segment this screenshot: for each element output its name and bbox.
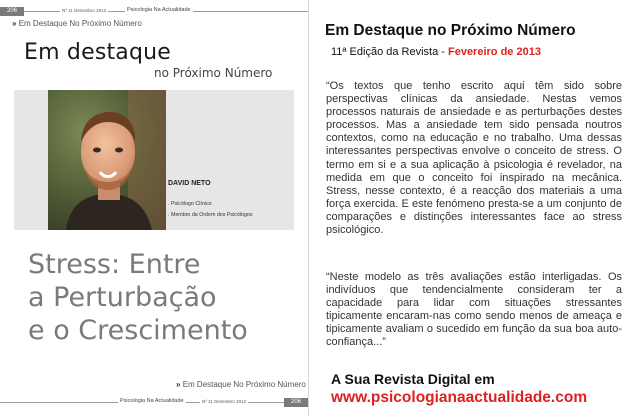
- website-link[interactable]: www.psicologianaactualidade.com: [331, 389, 588, 406]
- magazine-top-bar: [0, 7, 308, 16]
- author-role: . Membro da Ordem dos Psicólogos: [168, 212, 253, 218]
- article-title: [28, 248, 248, 347]
- article-excerpt-1: “Os textos que tenho escrito aqui têm sido sobre perspectivas clínicas da ansiedade. Nestas vemos processos naturais de ansiedade e as perturbações destes processos. Mas a ansiedade tem sido pensada noutros contextos, como na educação e no trabalho. Uma dessas interessantes perspectivas envolve o conceito de stress. O termo em si e a sua aplicação à psicologia é revelador, na medida em que o conceito foi inspirado na mecânica. Stress, nesse contexto, é a reacção dos materiais a uma força exercida. E este fenómeno presta-se a um conjunto de comparações e distinções interessantes face ao stress psicológico.: [326, 80, 622, 237]
- section-label-bottom: [176, 380, 306, 389]
- magazine-page-preview[interactable]: [0, 0, 309, 416]
- article-title-line: e o Crescimento: [28, 315, 248, 346]
- promo-heading: Em Destaque no Próximo Número: [325, 22, 576, 39]
- author-photo: [48, 90, 166, 230]
- edition-label-top: Nº 11 Dezembro 2012: [62, 8, 107, 13]
- running-head-top: Psicologia Na Actualidade: [127, 7, 191, 13]
- double-arrow-icon: »: [176, 380, 181, 389]
- magazine-subtitle: no Próximo Número: [154, 66, 273, 80]
- author-role: . Psicólogo Clínico: [168, 201, 212, 207]
- magazine-bottom-bar: [0, 398, 308, 407]
- section-label-top: [12, 19, 142, 28]
- section-label-text: Em Destaque No Próximo Número: [18, 19, 142, 28]
- author-name: DAVID NETO: [168, 180, 211, 187]
- author-portrait-image: [48, 90, 166, 230]
- double-arrow-icon: »: [12, 19, 17, 28]
- section-label-text: Em Destaque No Próximo Número: [182, 380, 306, 389]
- article-title-line: Stress: Entre: [28, 249, 201, 280]
- running-head-bottom: Psicologia Na Actualidade: [120, 398, 184, 404]
- article-excerpt-2: “Neste modelo as três avaliações estão interligadas. Os indivíduos que tendencialmente consideram ter a capacidade para lidar com situações stressantes tipicamente encaram-nas como sendo menos de ameaça e tipicamente avaliam o sucedido em função da sua boa auto-confiança...”: [326, 271, 622, 349]
- article-title-line: a Perturbação: [28, 282, 217, 313]
- edition-label-bottom: Nº 11 Dezembro 2012: [202, 399, 247, 404]
- page-number-bottom: 206: [284, 398, 308, 407]
- edition-prefix: 11ª Edição da Revista -: [331, 46, 448, 58]
- edition-line: [331, 46, 541, 58]
- page-number-top: 206: [0, 7, 24, 16]
- magazine-title: Em destaque: [24, 40, 172, 65]
- call-to-action: A Sua Revista Digital em: [331, 371, 495, 387]
- edition-date: Fevereiro de 2013: [447, 46, 541, 58]
